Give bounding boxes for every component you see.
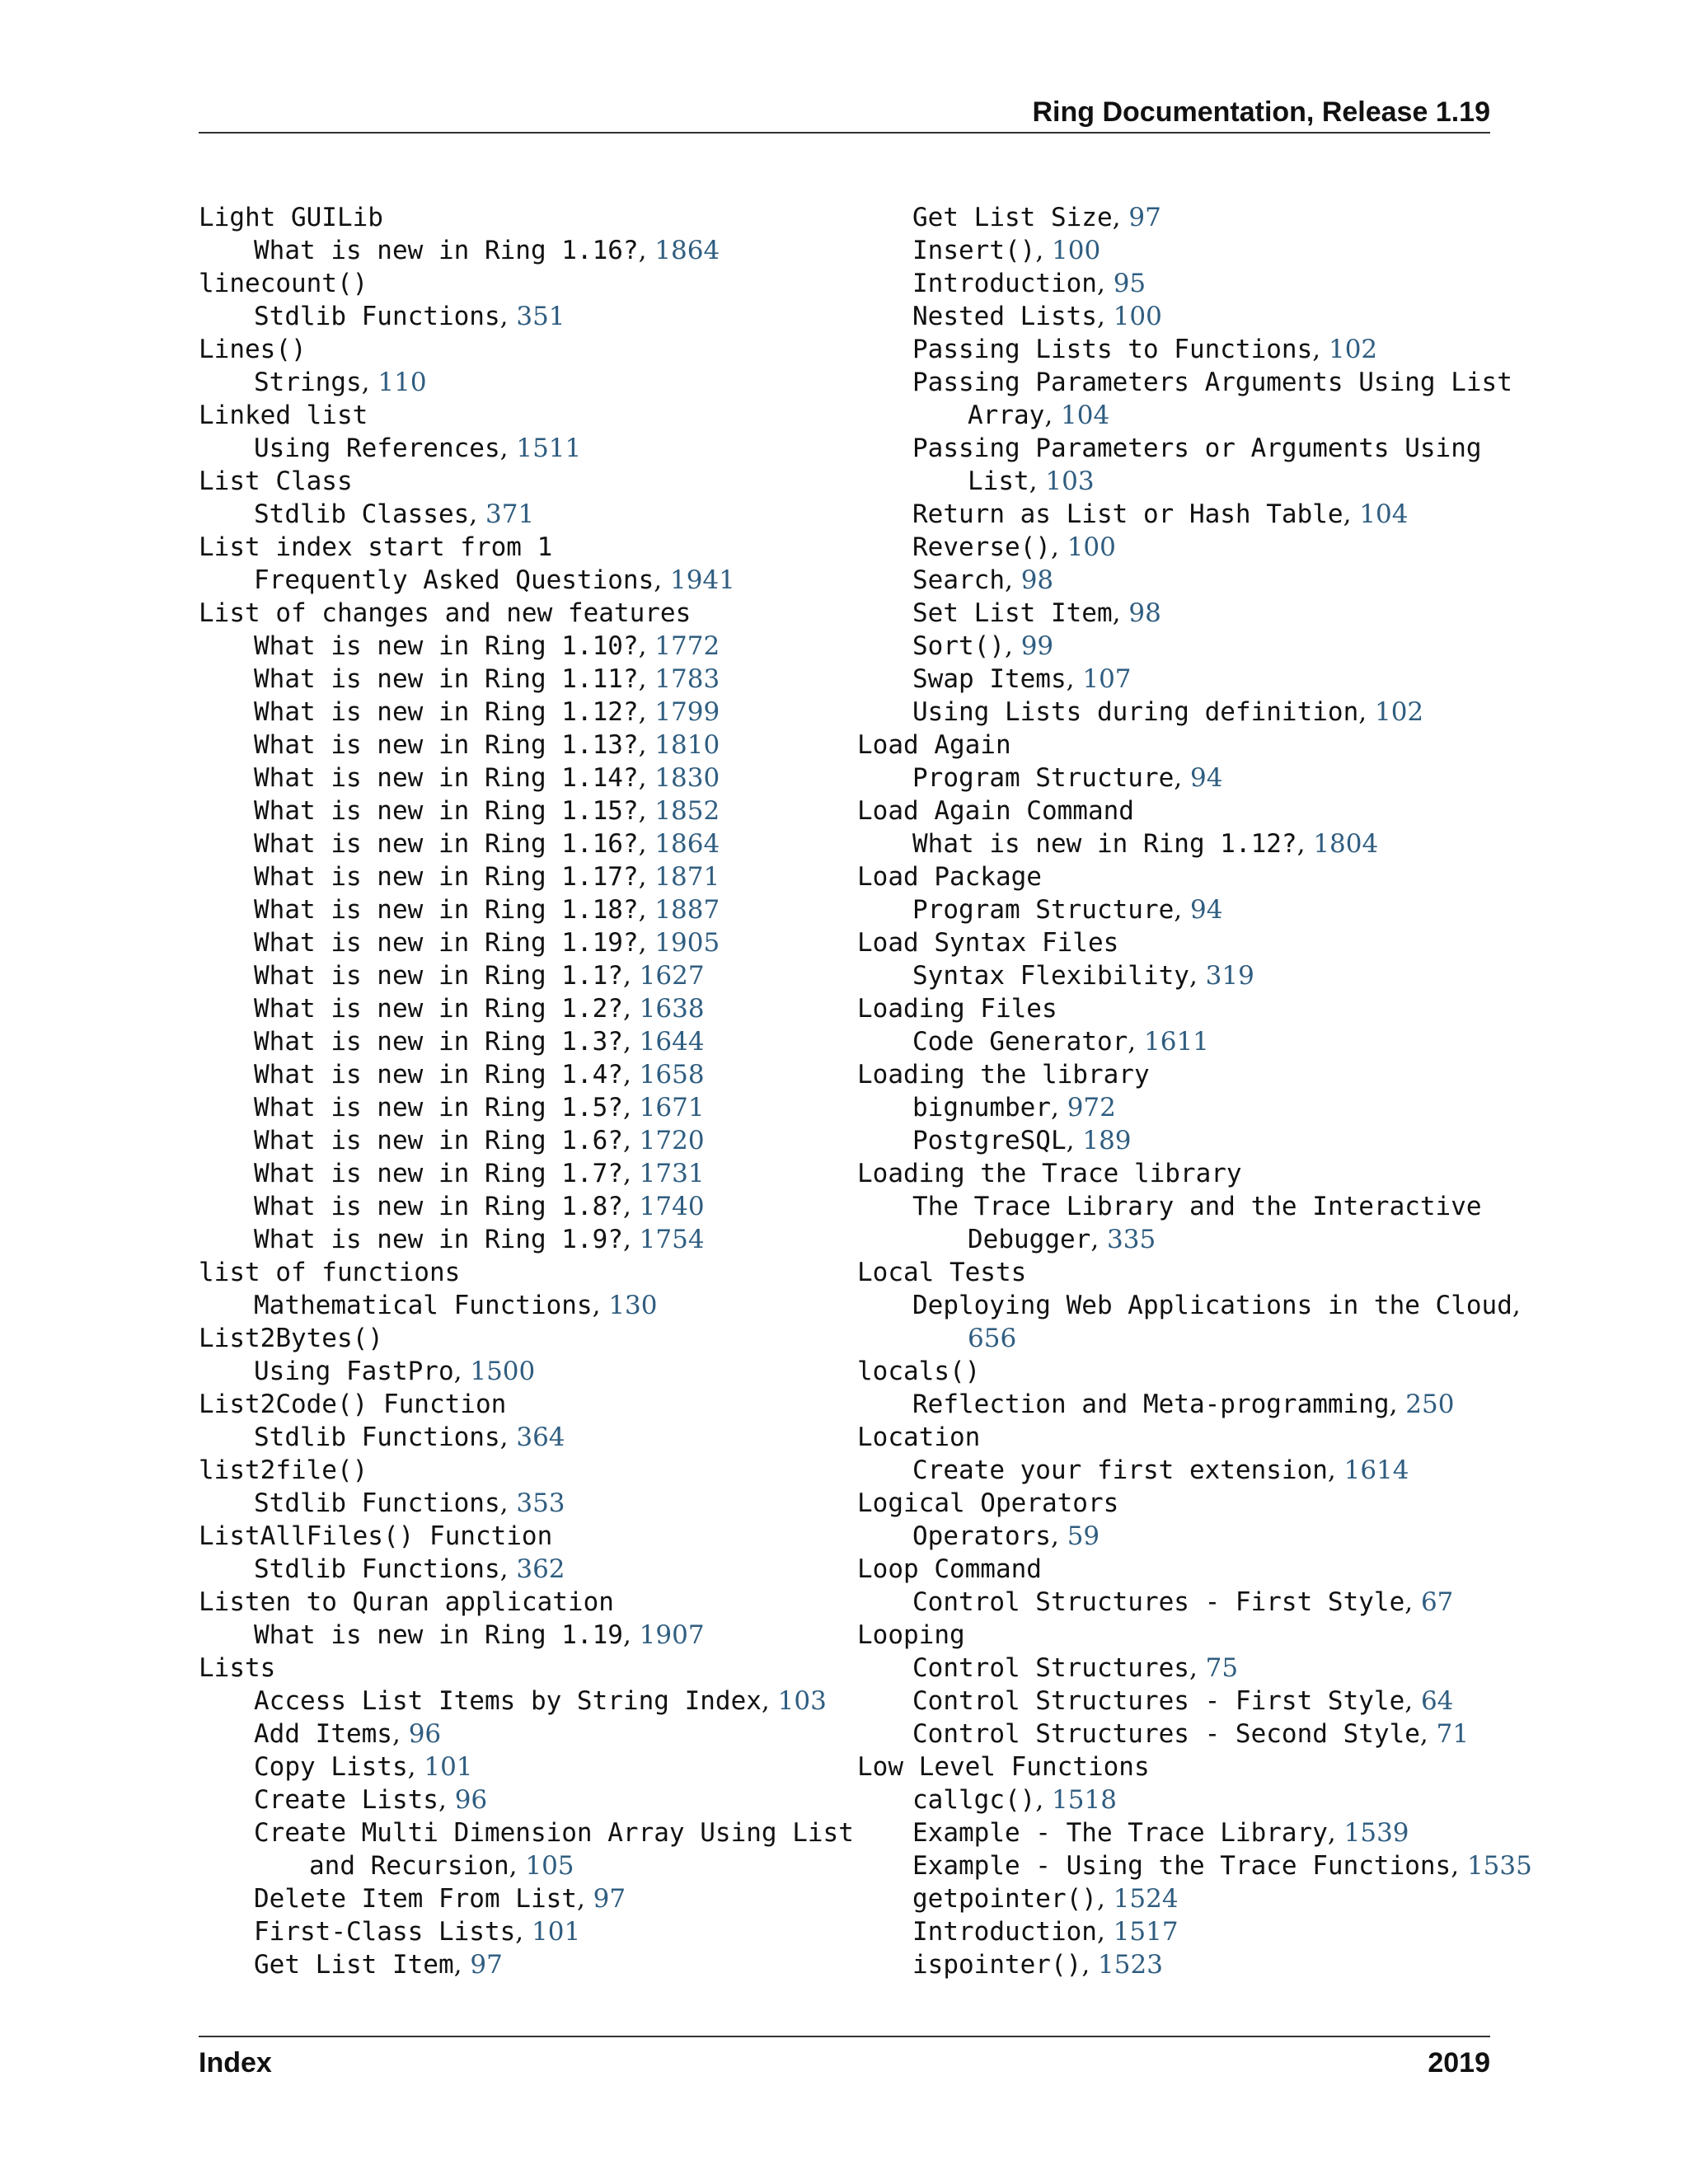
entry-text: Deploying Web Applications in the Cloud	[912, 1291, 1512, 1320]
entry-text: What is new in Ring 1.8?	[254, 1192, 623, 1221]
index-subentry: Syntax Flexibility, 319	[912, 961, 1254, 991]
index-term	[857, 1619, 1500, 1652]
entry-text: list of functions	[199, 1258, 461, 1287]
page-link[interactable]: 1941	[669, 565, 735, 595]
index-term	[857, 729, 1500, 762]
entry-text: Strings	[254, 368, 362, 397]
index-subentry: Search, 98	[912, 565, 1054, 595]
footer-section: Index	[199, 2047, 272, 2079]
entry-text: Get List Size	[912, 203, 1113, 232]
index-subentry: Get List Item, 97	[254, 1950, 503, 1980]
index-term	[857, 926, 1500, 959]
index-term	[199, 1520, 842, 1553]
page-link[interactable]: 103	[777, 1686, 827, 1716]
index-subentry: Control Structures - First Style, 67	[912, 1587, 1454, 1617]
page-link[interactable]: 1871	[654, 862, 720, 892]
index-subentry: Add Items, 96	[254, 1719, 442, 1749]
entry-text: Operators	[912, 1521, 1051, 1551]
index-continuation: Array, 104	[968, 401, 1110, 430]
page-link[interactable]: 1627	[639, 961, 705, 991]
index-subentry: Insert(), 100	[912, 236, 1101, 265]
page-link[interactable]: 100	[1052, 236, 1101, 265]
entry-text: Program Structure	[912, 895, 1175, 925]
entry-text: Create Lists	[254, 1785, 438, 1815]
entry-text: Array	[968, 401, 1045, 430]
index-subentry: Return as List or Hash Table, 104	[912, 499, 1409, 529]
page-link[interactable]: 1772	[654, 631, 720, 661]
entry-text: Looping	[857, 1620, 965, 1650]
entry-text: What is new in Ring 1.12?	[254, 697, 639, 727]
entry-text: Load Again	[857, 730, 1011, 760]
entry-text: What is new in Ring 1.1?	[254, 961, 623, 991]
entry-text: Example - Using the Trace Functions	[912, 1851, 1451, 1881]
running-header	[199, 92, 1490, 134]
entry-text: Swap Items	[912, 664, 1067, 694]
index-continuation	[857, 1322, 1500, 1355]
entry-text: callgc()	[912, 1785, 1036, 1815]
page-link[interactable]: 353	[516, 1488, 565, 1518]
entry-text: What is new in Ring 1.7?	[254, 1159, 623, 1188]
entry-text: Syntax Flexibility	[912, 961, 1189, 991]
entry-text: Reflection and Meta-programming	[912, 1390, 1390, 1419]
page-link[interactable]: 102	[1374, 697, 1424, 727]
page-link[interactable]: 1671	[639, 1093, 705, 1122]
index-term	[199, 597, 842, 630]
entry-text: Location	[857, 1422, 981, 1452]
index-term	[857, 1750, 1500, 1783]
index-subentry: What is new in Ring 1.2?, 1638	[254, 994, 705, 1024]
entry-text: Control Structures	[912, 1653, 1189, 1683]
index-subentry: Control Structures - First Style, 64	[912, 1686, 1454, 1716]
index-subentry: Stdlib Functions, 362	[254, 1554, 565, 1584]
entry-text: Introduction	[912, 269, 1097, 298]
page-link[interactable]: 95	[1113, 269, 1146, 298]
entry-text: Copy Lists	[254, 1752, 408, 1782]
entry-text: ListAllFiles() Function	[199, 1521, 553, 1551]
index-term	[857, 860, 1500, 893]
index-subentry: Control Structures, 75	[912, 1653, 1239, 1683]
page-link[interactable]: 1614	[1343, 1455, 1409, 1485]
page-link[interactable]: 67	[1420, 1587, 1454, 1617]
entry-text: Reverse()	[912, 532, 1051, 562]
page-link[interactable]: 1517	[1113, 1917, 1179, 1947]
page-link[interactable]: 656	[968, 1324, 1017, 1353]
entry-text: What is new in Ring 1.6?	[254, 1126, 623, 1155]
page-link[interactable]: 1887	[654, 895, 720, 925]
entry-text: Access List Items by String Index	[254, 1686, 762, 1716]
index-term	[857, 1421, 1500, 1454]
index-subentry: What is new in Ring 1.5?, 1671	[254, 1093, 705, 1122]
page-link[interactable]: 351	[516, 302, 565, 331]
page-link[interactable]: 75	[1205, 1653, 1239, 1683]
entry-text: PostgreSQL	[912, 1126, 1067, 1155]
index-subentry: ispointer(), 1523	[912, 1950, 1163, 1980]
entry-text: Loop Command	[857, 1554, 1042, 1584]
entry-text: List2Bytes()	[199, 1324, 383, 1353]
entry-text: List index start from 1	[199, 532, 553, 562]
index-subentry: What is new in Ring 1.17?, 1871	[254, 862, 720, 892]
index-subentry: What is new in Ring 1.16?, 1864	[254, 236, 720, 265]
entry-text: What is new in Ring 1.13?	[254, 730, 639, 760]
entry-text: What is new in Ring 1.16?	[254, 829, 639, 859]
entry-text: Code Generator	[912, 1027, 1128, 1057]
entry-text: What is new in Ring 1.18?	[254, 895, 639, 925]
entry-text: What is new in Ring 1.4?	[254, 1060, 623, 1090]
page-link[interactable]: 1907	[639, 1620, 705, 1650]
index-subentry: PostgreSQL, 189	[912, 1126, 1132, 1155]
index-subentry: Access List Items by String Index, 103	[254, 1686, 827, 1716]
page-link[interactable]: 1864	[654, 829, 720, 859]
index-term	[857, 1553, 1500, 1586]
entry-text: Frequently Asked Questions	[254, 565, 654, 595]
index-subentry: Program Structure, 94	[912, 895, 1223, 925]
entry-text: What is new in Ring 1.19?	[254, 928, 639, 958]
page-link[interactable]: 97	[593, 1884, 626, 1914]
entry-text: and Recursion	[309, 1851, 509, 1881]
page-link[interactable]: 364	[516, 1422, 565, 1452]
entry-text: Light GUILib	[199, 203, 383, 232]
entry-text: Set List Item	[912, 598, 1113, 628]
index-term	[199, 267, 842, 300]
page-link[interactable]: 96	[454, 1785, 488, 1815]
index-subentry: Using References, 1511	[254, 434, 582, 463]
entry-text: What is new in Ring 1.10?	[254, 631, 639, 661]
entry-text: Example - The Trace Library	[912, 1818, 1328, 1848]
entry-text: Lists	[199, 1653, 276, 1683]
index-subentry: What is new in Ring 1.19, 1907	[254, 1620, 705, 1650]
entry-text: Using Lists during definition	[912, 697, 1359, 727]
index-subentry: Example - The Trace Library, 1539	[912, 1818, 1409, 1848]
index-subentry: What is new in Ring 1.10?, 1772	[254, 631, 720, 661]
entry-text: What is new in Ring 1.5?	[254, 1093, 623, 1122]
index-subentry: What is new in Ring 1.8?, 1740	[254, 1192, 705, 1221]
page-link[interactable]: 1644	[639, 1027, 705, 1057]
page-link[interactable]: 1852	[654, 796, 720, 826]
entry-text: What is new in Ring 1.3?	[254, 1027, 623, 1057]
running-footer	[199, 2036, 1490, 2088]
entry-text: List of changes and new features	[199, 598, 692, 628]
index-term	[199, 1454, 842, 1487]
page-link[interactable]: 101	[532, 1917, 581, 1947]
page-link[interactable]: 1731	[639, 1159, 705, 1188]
page-link[interactable]: 102	[1328, 335, 1378, 364]
index-term	[857, 1487, 1500, 1520]
entry-text: Control Structures - First Style	[912, 1587, 1405, 1617]
entry-text: Debugger	[968, 1225, 1091, 1254]
entry-text: Load Syntax Files	[857, 928, 1119, 958]
entry-text: Local Tests	[857, 1258, 1027, 1287]
index-term	[199, 1388, 842, 1421]
index-subentry: What is new in Ring 1.6?, 1720	[254, 1126, 705, 1155]
entry-text: linecount()	[199, 269, 368, 298]
entry-text: First-Class Lists	[254, 1917, 516, 1947]
index-subentry: Stdlib Functions, 353	[254, 1488, 565, 1518]
page-link[interactable]: 64	[1420, 1686, 1454, 1716]
entry-text: List2Code() Function	[199, 1390, 507, 1419]
index-subentry	[857, 366, 1512, 399]
entry-text: Load Package	[857, 862, 1042, 892]
index-term	[199, 399, 842, 432]
entry-text: What is new in Ring 1.2?	[254, 994, 623, 1024]
index-subentry: bignumber, 972	[912, 1093, 1116, 1122]
index-term	[857, 1058, 1500, 1091]
index-subentry: Create your first extension, 1614	[912, 1455, 1409, 1485]
page-link[interactable]: 104	[1061, 401, 1110, 430]
page-link[interactable]: 97	[470, 1950, 503, 1980]
entry-text: locals()	[857, 1357, 981, 1386]
index-subentry: Control Structures - Second Style, 71	[912, 1719, 1470, 1749]
entry-text: Control Structures - Second Style	[912, 1719, 1420, 1749]
index-subentry: Reflection and Meta-programming, 250	[912, 1390, 1455, 1419]
page-link[interactable]: 1905	[654, 928, 720, 958]
entry-text: Loading the Trace library	[857, 1159, 1242, 1188]
index-subentry: What is new in Ring 1.12?, 1804	[912, 829, 1379, 859]
index-subentry: What is new in Ring 1.11?, 1783	[254, 664, 720, 694]
page-link[interactable]: 1535	[1466, 1851, 1532, 1881]
index-term	[857, 1355, 1500, 1388]
index-subentry: Sort(), 99	[912, 631, 1054, 661]
page-link[interactable]: 1810	[654, 730, 720, 760]
index-subentry: Get List Size, 97	[912, 203, 1161, 232]
entry-text: bignumber	[912, 1093, 1051, 1122]
entry-text: Create your first extension	[912, 1455, 1328, 1485]
entry-text: Search	[912, 565, 1005, 595]
index-subentry: What is new in Ring 1.4?, 1658	[254, 1060, 705, 1090]
page-link[interactable]: 1783	[654, 664, 720, 694]
index-subentry: Operators, 59	[912, 1521, 1100, 1551]
entry-text: Logical Operators	[857, 1488, 1119, 1518]
entry-text: Stdlib Functions	[254, 1422, 500, 1452]
index-subentry: Strings, 110	[254, 368, 427, 397]
entry-text: Return as List or Hash Table	[912, 499, 1343, 529]
index-subentry: Delete Item From List, 97	[254, 1884, 626, 1914]
entry-text: What is new in Ring 1.11?	[254, 664, 639, 694]
entry-text: Stdlib Functions	[254, 1554, 500, 1584]
entry-text: Linked list	[199, 401, 368, 430]
index-subentry: Mathematical Functions, 130	[254, 1291, 658, 1320]
index-subentry: Program Structure, 94	[912, 763, 1223, 793]
entry-text: Listen to Quran application	[199, 1587, 614, 1617]
page-link[interactable]: 130	[608, 1291, 658, 1320]
trailing-comma: ,	[1512, 1291, 1521, 1320]
index-subentry: Create Lists, 96	[254, 1785, 488, 1815]
index-subentry: Stdlib Functions, 364	[254, 1422, 565, 1452]
page-link[interactable]: 362	[516, 1554, 565, 1584]
page-link[interactable]: 1720	[639, 1126, 705, 1155]
index-term	[199, 1322, 842, 1355]
index-subentry	[857, 432, 1500, 465]
page-link[interactable]: 94	[1190, 763, 1223, 793]
index-subentry: Introduction, 95	[912, 269, 1146, 298]
index-subentry: What is new in Ring 1.14?, 1830	[254, 763, 720, 793]
page-link[interactable]: 972	[1067, 1093, 1116, 1122]
entry-text: What is new in Ring 1.12?	[912, 829, 1297, 859]
page-link[interactable]: 1539	[1343, 1818, 1409, 1848]
entry-text: Nested Lists	[912, 302, 1097, 331]
index-term	[857, 992, 1500, 1025]
entry-text: Get List Item	[254, 1950, 454, 1980]
index-subentry	[199, 1816, 854, 1849]
index-term	[199, 1652, 842, 1685]
index-subentry	[857, 1289, 1521, 1322]
index-subentry: callgc(), 1518	[912, 1785, 1117, 1815]
page-link[interactable]: 71	[1436, 1719, 1470, 1749]
index-subentry: Copy Lists, 101	[254, 1752, 473, 1782]
page-link[interactable]: 59	[1067, 1521, 1100, 1551]
index-subentry: Stdlib Classes, 371	[254, 499, 535, 529]
entry-text: What is new in Ring 1.15?	[254, 796, 639, 826]
entry-text: Using References	[254, 434, 500, 463]
index-subentry: What is new in Ring 1.19?, 1905	[254, 928, 720, 958]
index-column-left	[199, 201, 854, 1981]
page-link[interactable]: 1638	[639, 994, 705, 1024]
entry-text: Stdlib Functions	[254, 1488, 500, 1518]
entry-text: Delete Item From List	[254, 1884, 577, 1914]
index-subentry: Example - Using the Trace Functions, 1535	[912, 1851, 1532, 1881]
entry-text: Mathematical Functions	[254, 1291, 593, 1320]
index-term	[857, 1157, 1500, 1190]
index-continuation: and Recursion, 105	[309, 1851, 574, 1881]
index-subentry: What is new in Ring 1.12?, 1799	[254, 697, 720, 727]
entry-text: Using FastPro	[254, 1357, 454, 1386]
entry-text: Stdlib Functions	[254, 302, 500, 331]
entry-text: The Trace Library and the Interactive	[912, 1192, 1482, 1221]
entry-text: Loading the library	[857, 1060, 1150, 1090]
page-link[interactable]: 97	[1128, 203, 1161, 232]
page-link[interactable]: 110	[377, 368, 427, 397]
entry-text: What is new in Ring 1.9?	[254, 1225, 623, 1254]
page-link[interactable]: 94	[1190, 895, 1223, 925]
index-subentry: What is new in Ring 1.15?, 1852	[254, 796, 720, 826]
index-term	[199, 333, 842, 366]
entry-text: Low Level Functions	[857, 1752, 1150, 1782]
page-link[interactable]: 107	[1082, 664, 1132, 694]
page-link[interactable]: 1518	[1052, 1785, 1117, 1815]
page-link[interactable]: 1611	[1144, 1027, 1209, 1057]
entry-text: What is new in Ring 1.17?	[254, 862, 639, 892]
index-term	[857, 1256, 1500, 1289]
page-link[interactable]: 371	[485, 499, 535, 529]
page-link[interactable]: 250	[1405, 1390, 1455, 1419]
page-link[interactable]: 319	[1205, 961, 1254, 991]
page-link[interactable]: 103	[1045, 466, 1095, 496]
entry-text: ispointer()	[912, 1950, 1082, 1980]
index-column-right	[857, 201, 1532, 1981]
page-link[interactable]: 98	[1128, 598, 1161, 628]
index-subentry: What is new in Ring 1.3?, 1644	[254, 1027, 705, 1057]
page-link[interactable]: 1830	[654, 763, 720, 793]
index-subentry: Set List Item, 98	[912, 598, 1161, 628]
entry-text: Create Multi Dimension Array Using List	[254, 1818, 854, 1848]
index-subentry: Stdlib Functions, 351	[254, 302, 565, 331]
entry-text: Insert()	[912, 236, 1036, 265]
entry-text: Load Again Command	[857, 796, 1134, 826]
page-link[interactable]: 1658	[639, 1060, 705, 1090]
index-subentry	[857, 1190, 1500, 1223]
entry-text: Loading Files	[857, 994, 1057, 1024]
index-subentry: Nested Lists, 100	[912, 302, 1162, 331]
page-link[interactable]: 1740	[639, 1192, 705, 1221]
index-continuation: Debugger, 335	[968, 1225, 1156, 1254]
index-subentry: Swap Items, 107	[912, 664, 1132, 694]
page-link[interactable]: 335	[1107, 1225, 1156, 1254]
page-link[interactable]: 1804	[1313, 829, 1379, 859]
page-link[interactable]: 1754	[639, 1225, 705, 1254]
index-subentry: Introduction, 1517	[912, 1917, 1179, 1947]
index-subentry: getpointer(), 1524	[912, 1884, 1179, 1914]
index-term	[199, 1256, 842, 1289]
index-term	[199, 201, 842, 234]
page-link[interactable]: 1799	[654, 697, 720, 727]
header-title: Ring Documentation, Release 1.19	[1032, 96, 1490, 128]
index-continuation: List, 103	[968, 466, 1095, 496]
entry-text: Introduction	[912, 1917, 1097, 1947]
page-number: 2019	[1428, 2047, 1490, 2079]
index-subentry: What is new in Ring 1.7?, 1731	[254, 1159, 705, 1188]
entry-text: Add Items	[254, 1719, 392, 1749]
page-link[interactable]: 98	[1020, 565, 1054, 595]
page-link[interactable]: 105	[525, 1851, 574, 1881]
entry-text: List Class	[199, 466, 353, 496]
page-link[interactable]: 96	[408, 1719, 442, 1749]
page-link[interactable]: 1523	[1098, 1950, 1163, 1980]
page-link[interactable]: 1524	[1113, 1884, 1179, 1914]
index-subentry: Reverse(), 100	[912, 532, 1116, 562]
page-link[interactable]: 99	[1020, 631, 1054, 661]
index-subentry: What is new in Ring 1.1?, 1627	[254, 961, 705, 991]
index-subentry: Using Lists during definition, 102	[912, 697, 1424, 727]
entry-text: List	[968, 466, 1029, 496]
page-link[interactable]: 1864	[654, 236, 720, 265]
entry-text: Passing Parameters Arguments Using List	[912, 368, 1512, 397]
page-link[interactable]: 104	[1359, 499, 1409, 529]
entry-text: list2file()	[199, 1455, 368, 1485]
entry-text: What is new in Ring 1.14?	[254, 763, 639, 793]
entry-text: What is new in Ring 1.16?	[254, 236, 639, 265]
entry-text: getpointer()	[912, 1884, 1097, 1914]
entry-text: Control Structures - First Style	[912, 1686, 1405, 1716]
index-term	[857, 794, 1500, 827]
index-term	[199, 465, 842, 498]
entry-text: Passing Parameters or Arguments Using	[912, 434, 1482, 463]
index-subentry: Code Generator, 1611	[912, 1027, 1209, 1057]
index-term	[199, 1586, 842, 1619]
index-subentry: Passing Lists to Functions, 102	[912, 335, 1378, 364]
page-link[interactable]: 100	[1067, 532, 1116, 562]
page-link[interactable]: 1511	[516, 434, 582, 463]
index-subentry: Frequently Asked Questions, 1941	[254, 565, 735, 595]
page-link[interactable]: 101	[424, 1752, 473, 1782]
index-subentry: What is new in Ring 1.18?, 1887	[254, 895, 720, 925]
index-subentry: First-Class Lists, 101	[254, 1917, 581, 1947]
entry-text: Sort()	[912, 631, 1005, 661]
page-link[interactable]: 1500	[470, 1357, 536, 1386]
entry-text: Lines()	[199, 335, 307, 364]
index-subentry: What is new in Ring 1.13?, 1810	[254, 730, 720, 760]
page-link[interactable]: 189	[1082, 1126, 1132, 1155]
entry-text: Program Structure	[912, 763, 1175, 793]
index-subentry: Using FastPro, 1500	[254, 1357, 536, 1386]
index-term	[199, 531, 842, 564]
page-link[interactable]: 100	[1113, 302, 1162, 331]
entry-text: What is new in Ring 1.19	[254, 1620, 623, 1650]
entry-text: Stdlib Classes	[254, 499, 470, 529]
entry-text: Passing Lists to Functions	[912, 335, 1313, 364]
index-subentry: What is new in Ring 1.9?, 1754	[254, 1225, 705, 1254]
index-subentry: What is new in Ring 1.16?, 1864	[254, 829, 720, 859]
